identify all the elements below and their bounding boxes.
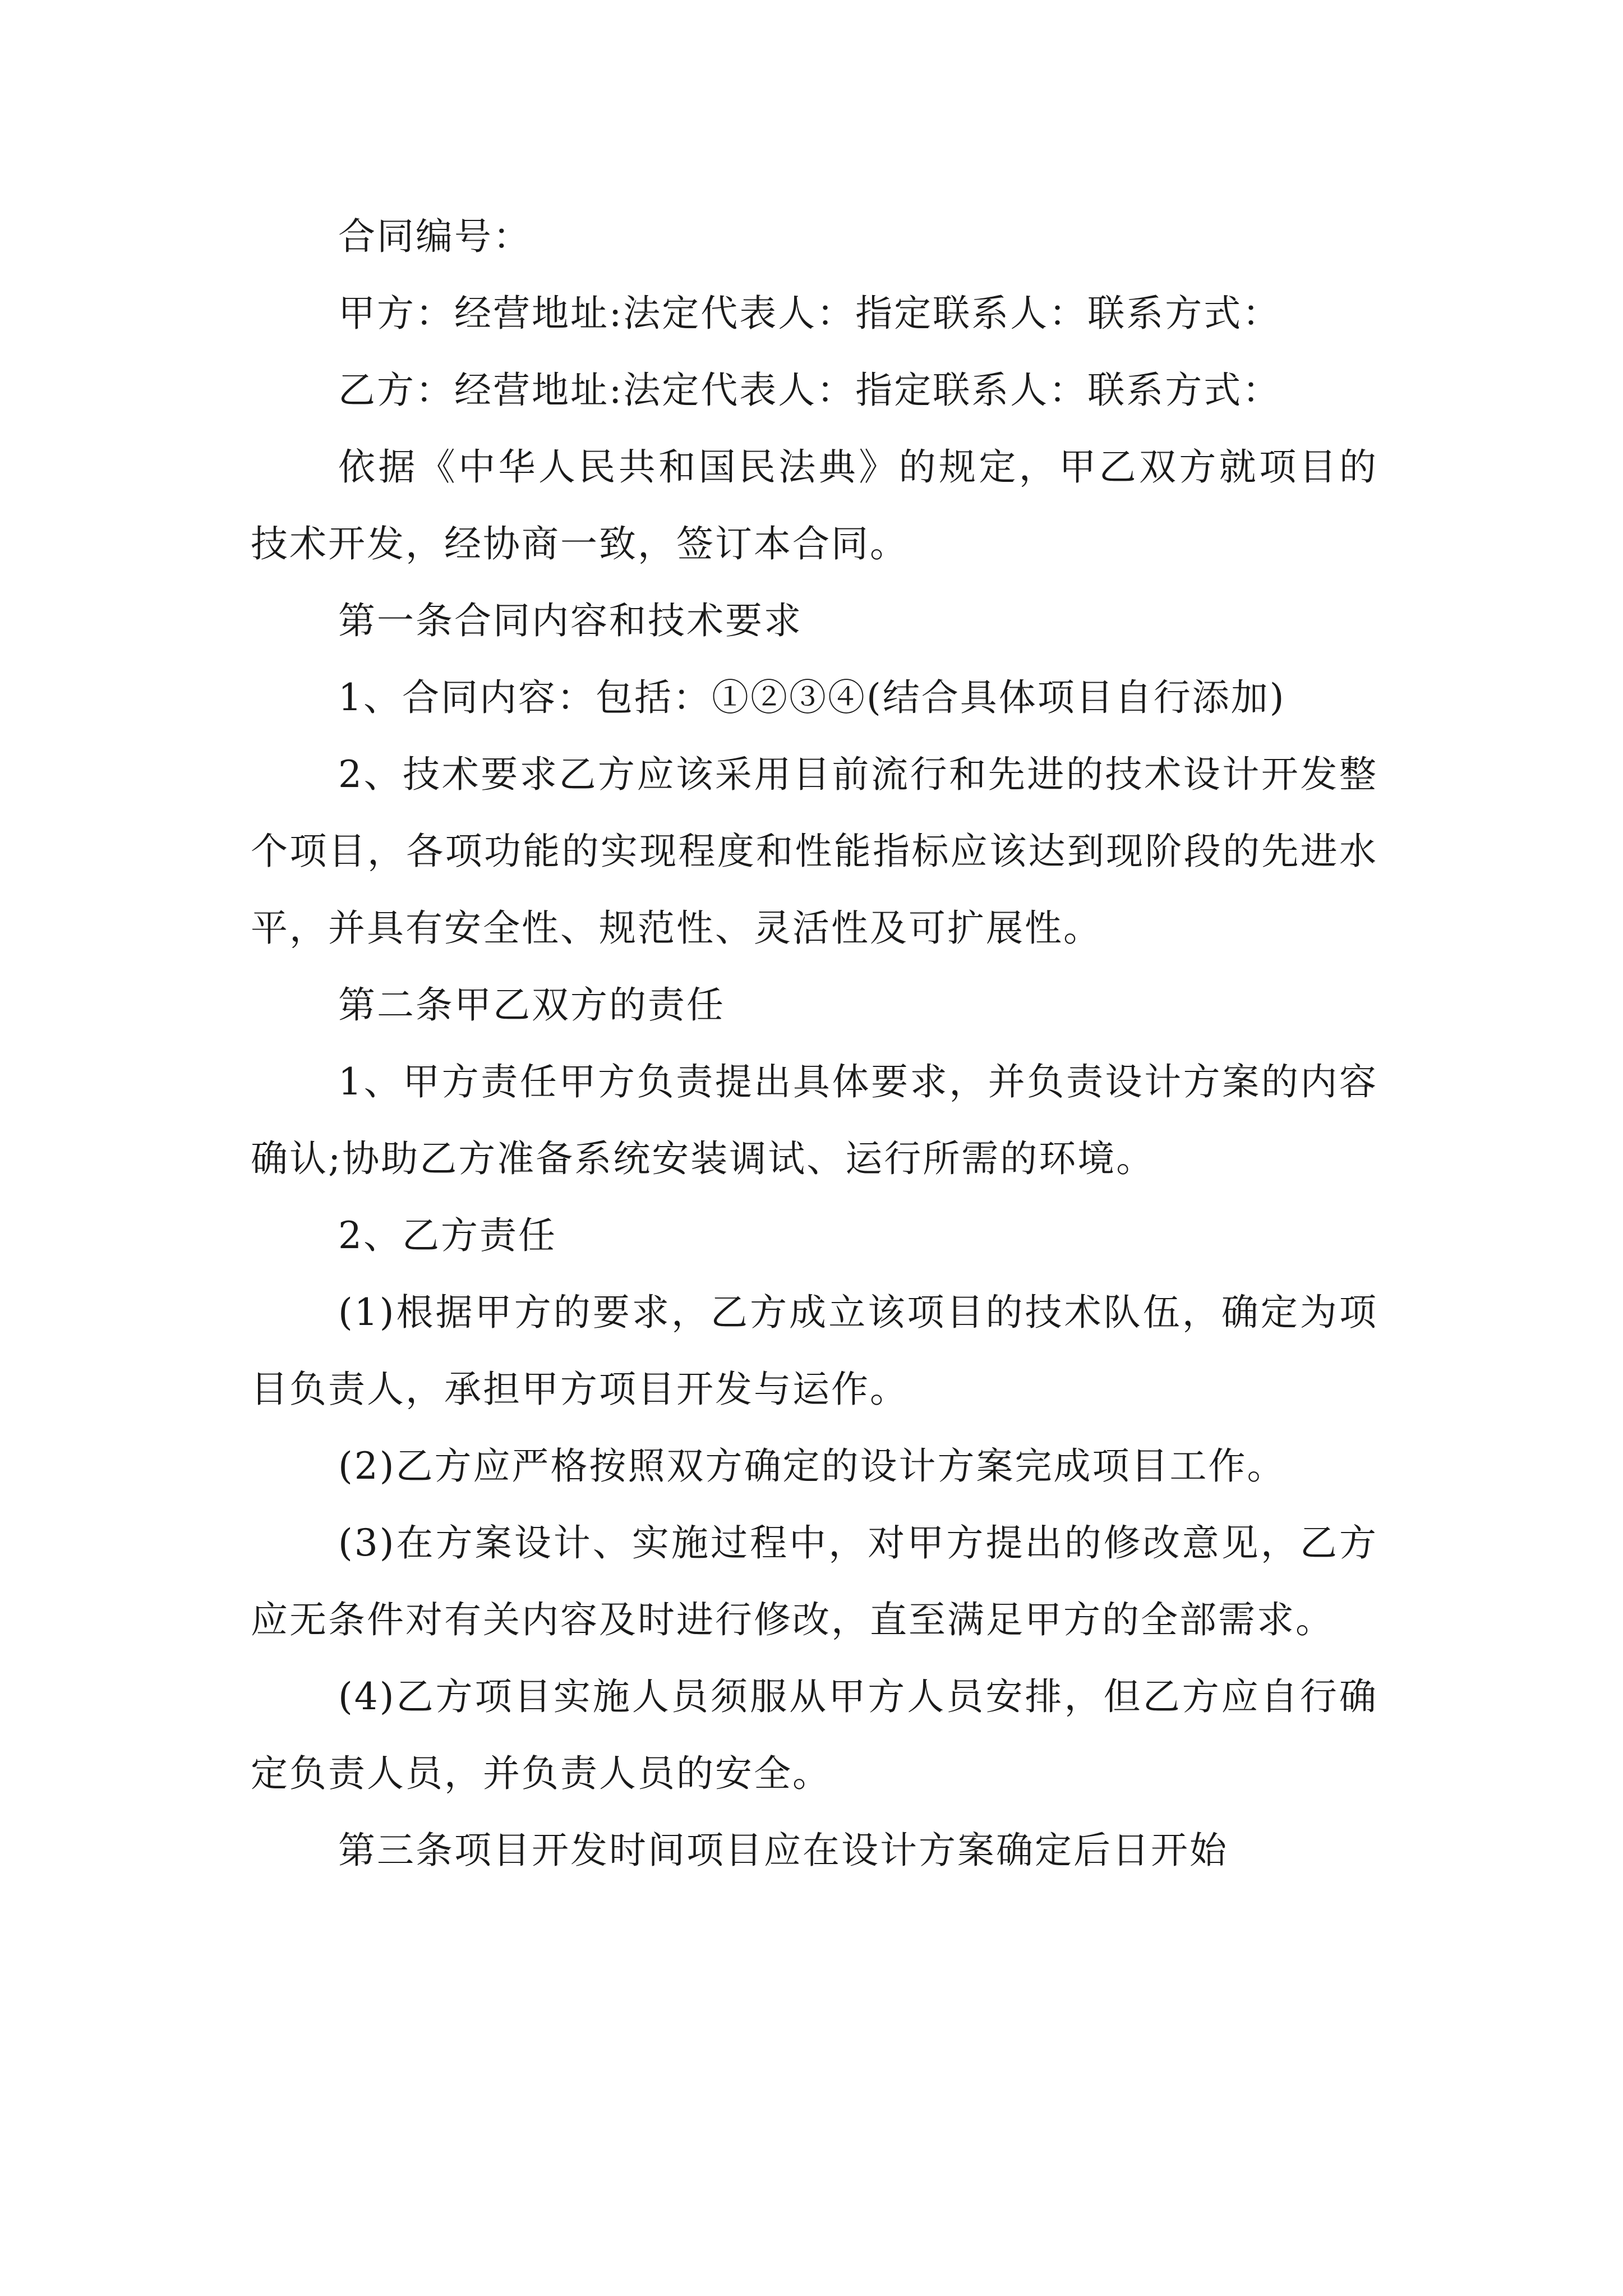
article-3-heading: 第三条项目开发时间项目应在设计方案确定后日开始 [338,1829,1228,1872]
party-b-info-line: 乙方：经营地址:法定代表人：指定联系人：联系方式： [338,369,1281,412]
contract-body [251,198,1378,1889]
party-b-duty-3: (3)在方案设计、实施过程中，对甲方提出的修改意见，乙方应无条件对有关内容及时进行修改，直至满足甲方的全部需求。 [251,1521,1378,1641]
party-b-duty-1: (1)根据甲方的要求，乙方成立该项目的技术队伍，确定为项目负责人，承担甲方项目开发与运作。 [251,1291,1378,1411]
article-1-heading: 第一条合同内容和技术要求 [338,599,803,642]
party-a-info-line: 甲方：经营地址:法定代表人：指定联系人：联系方式： [338,292,1281,335]
party-b-duty-4: (4)乙方项目实施人员须服从甲方人员安排，但乙方应自行确定负责人员，并负责人员的安全。 [251,1675,1378,1795]
legal-basis-paragraph: 依据《中华人民共和国民法典》的规定，甲乙双方就项目的技术开发，经协商一致，签订本合同。 [251,445,1378,565]
party-b-responsibility-heading: 2、乙方责任 [338,1214,557,1257]
contract-number-line: 合同编号： [338,215,532,258]
contract-content-item: 1、合同内容：包括：①②③④(结合具体项目自行添加) [338,676,1286,719]
party-a-responsibility-paragraph: 1、甲方责任甲方负责提出具体要求，并负责设计方案的内容确认;协助乙方准备系统安装调试、运行所需的环境。 [251,1060,1378,1180]
article-2-heading: 第二条甲乙双方的责任 [338,983,725,1027]
party-b-duty-2: (2)乙方应严格按照双方确定的设计方案完成项目工作。 [338,1444,1286,1488]
technical-requirements-paragraph: 2、技术要求乙方应该采用目前流行和先进的技术设计开发整个项目，各项功能的实现程度和性能指标应该达到现阶段的先进水平，并具有安全性、规范性、灵活性及可扩展性。 [251,753,1378,950]
